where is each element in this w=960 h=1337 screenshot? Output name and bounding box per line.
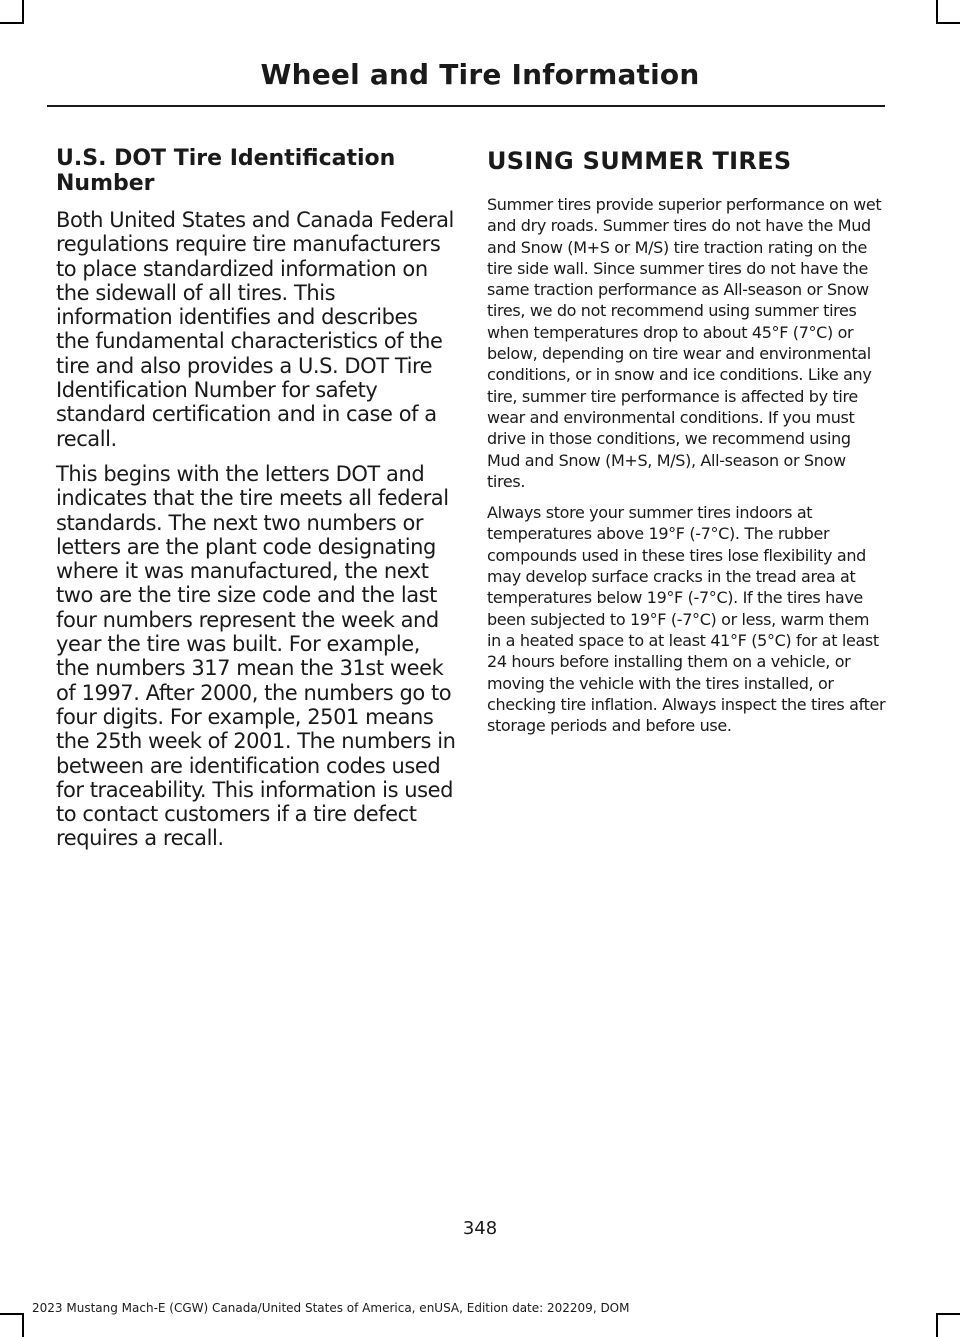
crop-mark-top-left-vertical [22, 0, 24, 24]
summer-tires-paragraph-1: Summer tires provide superior performance on wet and dry roads. Summer tires do not have the Mud and Snow (M+S or M/S) tire traction rating on the tire side wall. Since summer tires do not have the same traction performance as All-season or Snow tires, we do not recommend using summer tires when temperatures drop to about 45°F (7°C) or below, depending on tire wear and environmental conditions, or in snow and ice conditions. Like any tire, summer tire performance is affected by tire wear and environmental conditions. If you must drive in those conditions, we recommend using Mud and Snow (M+S, M/S), All-season or Snow tires. [487, 195, 882, 491]
crop-mark-bottom-left [0, 1313, 22, 1315]
crop-mark-bottom-left-vertical [22, 1313, 24, 1337]
summer-tires-paragraph-2: Always store your summer tires indoors at temperatures above 19°F (-7°C). The rubber compounds used in these tires lose flexibility and may develop surface cracks in the tread area at temperatures below 19°F (-7°C). If the tires have been subjected to 19°F (-7°C) or less, warm them in a heated space to at least 41°F (5°C) for at least 24 hours before installing them on a vehicle, or moving the vehicle with the tires installed, or checking tire inflation. Always inspect the tires after storage periods and before use. [487, 503, 886, 736]
crop-mark-bottom-right [938, 1313, 960, 1315]
crop-mark-bottom-right-vertical [936, 1313, 938, 1337]
crop-mark-top-right-vertical [936, 0, 938, 24]
crop-mark-top-right [938, 22, 960, 24]
crop-mark-top-left [0, 22, 22, 24]
dot-tin-heading: U.S. DOT Tire Identification Number [56, 146, 396, 196]
summer-tires-heading: USING SUMMER TIRES [487, 147, 792, 175]
left-column [56, 146, 456, 862]
page-number: 348 [462, 1218, 498, 1239]
dot-tin-paragraph-2: This begins with the letters DOT and indicates that the tire meets all federal standards. The next two numbers or letters are the plant code designating where it was manufactured, the next two are the tire size code and the last four numbers represent the week and year the tire was built. For example, the numbers 317 mean the 31st week of 1997. After 2000, the numbers go to four digits. For example, 2501 means the 25th week of 2001. The numbers in between are identification codes used for traceability. This information is used to contact customers if a tire defect requires a recall. [56, 461, 456, 851]
right-column [487, 146, 887, 746]
header-divider [47, 105, 885, 107]
dot-tin-paragraph-1: Both United States and Canada Federal regulations require tire manufacturers to place standardized information on the sidewall of all tires. This information identifies and describes the fundamental characteristics of the tire and also provides a U.S. DOT Tire Identification Number for safety standard certification and in case of a recall. [56, 208, 454, 451]
page-title: Wheel and Tire Information [260, 58, 700, 91]
edition-footer: 2023 Mustang Mach-E (CGW) Canada/United States of America, enUSA, Edition date: 202209, DOM [32, 1301, 630, 1315]
